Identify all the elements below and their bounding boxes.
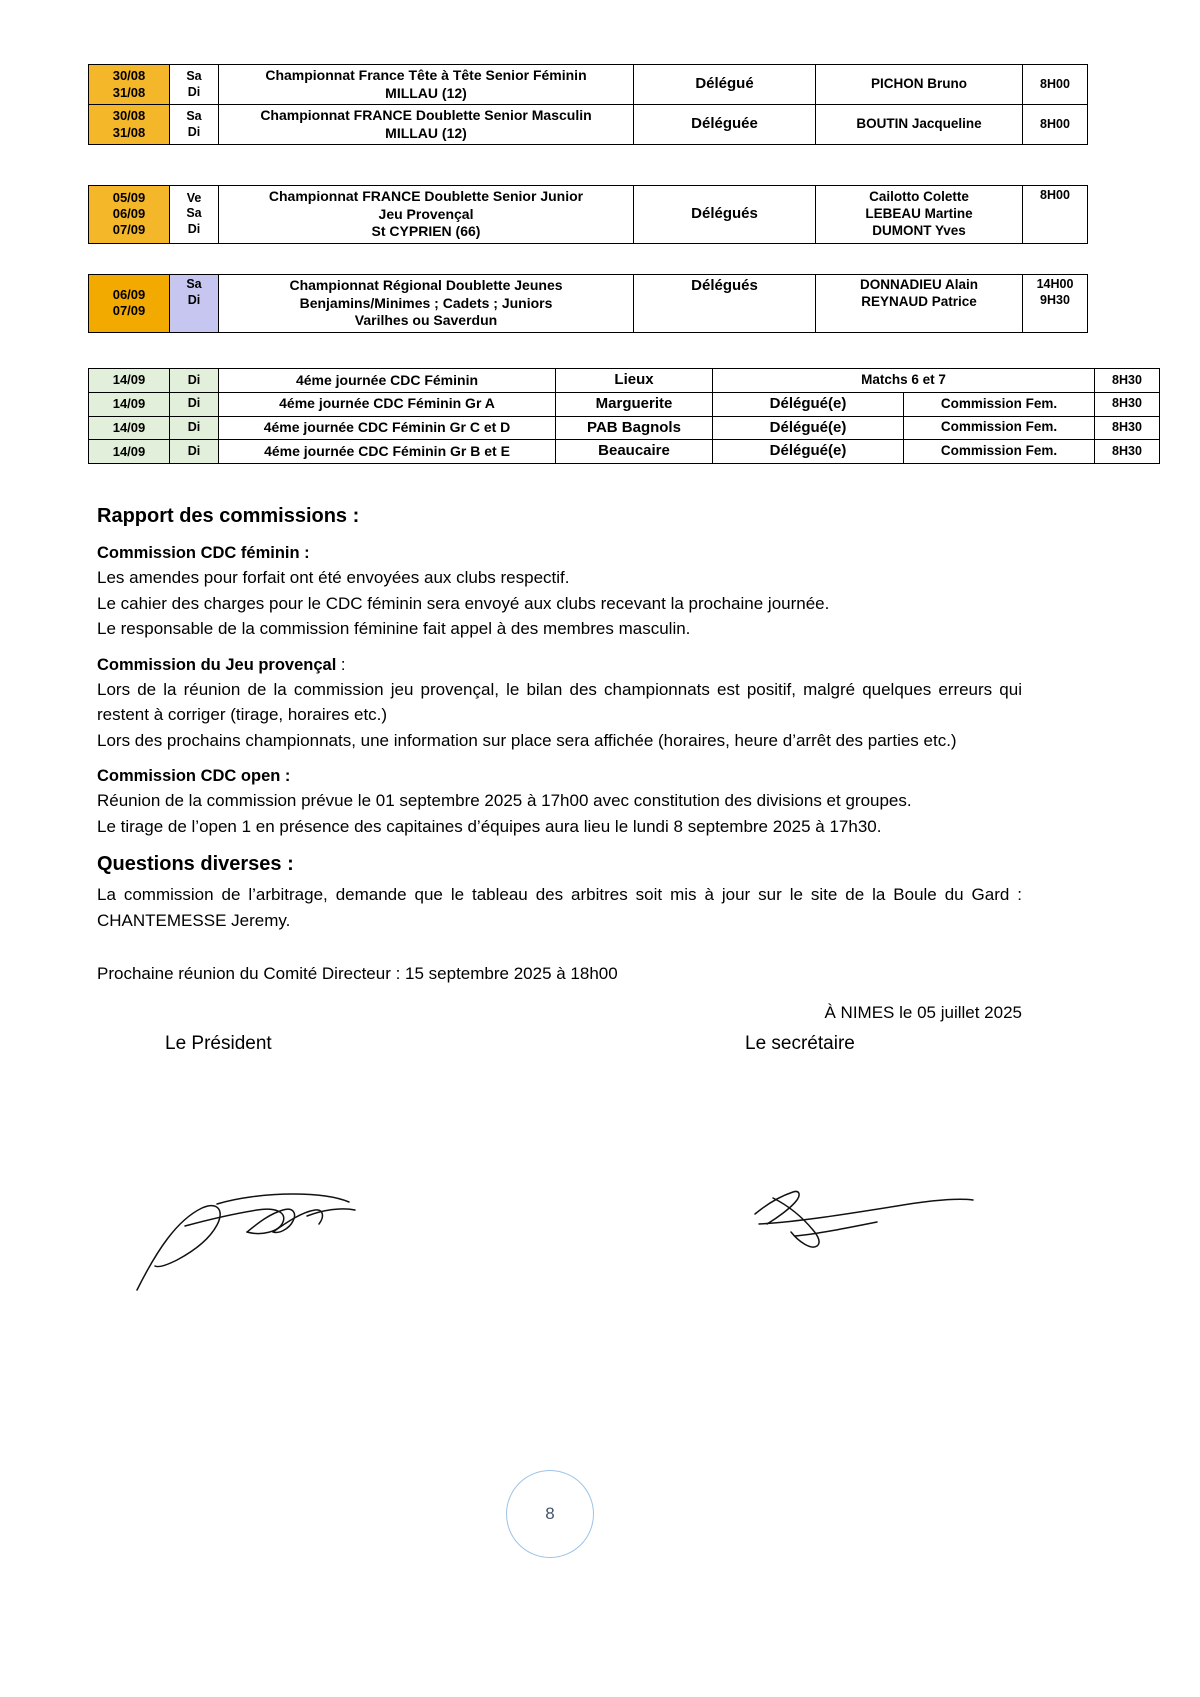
cell-time: 8H30 [1095, 369, 1160, 393]
table-row [89, 186, 1088, 244]
section-heading-rapport: Rapport des commissions : [97, 505, 360, 527]
place-date: À NIMES le 05 juillet 2025 [824, 1002, 1022, 1022]
cell-delegates [816, 275, 1023, 333]
table-row [89, 416, 1160, 440]
cell-role: Délégué(e) [713, 392, 904, 416]
subheading-suffix: : [336, 655, 346, 674]
title-line: St CYPRIEN (66) [371, 223, 481, 239]
cell-delegates [816, 186, 1023, 244]
cell-place: Marguerite [556, 392, 713, 416]
title-line: Championnat FRANCE Doublette Senior Masculin [260, 107, 592, 123]
title-line: MILLAU (12) [385, 84, 467, 101]
paragraph: Le cahier des charges pour le CDC féminin sera envoyé aux clubs recevant la prochaine journée. [97, 593, 830, 613]
cell-days [170, 275, 219, 333]
paragraph: Les amendes pour forfait ont été envoyées aux clubs respectif. [97, 568, 570, 587]
cell-role: Délégués [634, 275, 816, 333]
title-line: Championnat FRANCE Doublette Senior Junior [268, 188, 584, 204]
title-line: MILLAU (12) [385, 124, 467, 141]
cell-title [219, 65, 634, 105]
page-number: 8 [506, 1470, 594, 1558]
delegate-line: LEBEAU Martine [865, 205, 973, 221]
day-line: Sa [186, 277, 202, 291]
table-row [89, 369, 1160, 393]
title-line: Championnat Régional Doublette Jeunes [289, 277, 563, 293]
paragraph: La commission de l’arbitrage, demande que le tableau des arbitres soit mis à jour sur le site de la Boule du Gard : CHANTEMESSE Jeremy. [97, 885, 1022, 930]
report-body [97, 505, 1022, 1063]
cell-place: Beaucaire [556, 440, 713, 464]
subheading-text: Commission du Jeu provençal [97, 655, 337, 674]
delegate-line: REYNAUD Patrice [861, 293, 977, 309]
cell-dates [89, 186, 170, 244]
paragraph: Le responsable de la commission féminine fait appel à des membres masculin. [97, 619, 691, 638]
cell-days [170, 105, 219, 145]
table-regional-championship-youth [88, 274, 1088, 333]
day-line: Ve [186, 190, 202, 205]
cell-dates [89, 275, 170, 333]
cell-dates [89, 65, 170, 105]
cell-role: Déléguée [634, 105, 816, 145]
cell-title: 4éme journée CDC Féminin [219, 369, 556, 393]
signatures-area [97, 1180, 1097, 1300]
cell-delegate: BOUTIN Jacqueline [816, 105, 1023, 145]
table-row [89, 440, 1160, 464]
cell-role: Délégué(e) [713, 440, 904, 464]
cell-commission: Commission Fem. [904, 440, 1095, 464]
date-line: 06/09 [112, 206, 146, 222]
cell-time: 8H30 [1095, 440, 1160, 464]
cell-role: Délégué [634, 65, 816, 105]
cell-day: Di [170, 392, 219, 416]
delegate-line: Cailotto Colette [869, 188, 969, 204]
title-line: Benjamins/Minimes ; Cadets ; Juniors [299, 294, 553, 311]
day-line: Di [187, 84, 201, 99]
cell-delegate: PICHON Bruno [816, 65, 1023, 105]
cell-time: 8H00 [1023, 186, 1088, 244]
title-line: Varilhes ou Saverdun [354, 312, 498, 328]
signature-row [97, 1003, 1022, 1063]
cell-date: 14/09 [89, 416, 170, 440]
table-national-championships-august [88, 64, 1088, 145]
section-heading-questions: Questions diverses : [97, 853, 294, 875]
paragraph: Lors de la réunion de la commission jeu provençal, le bilan des championnats est positif, malgré quelques erreurs qui restent à corriger (tirage, horaires etc.) [97, 679, 1022, 724]
date-line: 31/08 [112, 124, 146, 140]
title-line: Jeu Provençal [378, 205, 474, 222]
date-line: 31/08 [112, 84, 146, 100]
cell-role: Délégué(e) [713, 416, 904, 440]
cell-commission: Commission Fem. [904, 392, 1095, 416]
cell-place: PAB Bagnols [556, 416, 713, 440]
table-row [89, 392, 1160, 416]
secretary-label: Le secrétaire [745, 1032, 855, 1054]
next-meeting-text: Prochaine réunion du Comité Directeur : 15 septembre 2025 à 18h00 [97, 964, 618, 983]
cell-times [1023, 275, 1088, 333]
date-line: 06/09 [112, 287, 146, 302]
paragraph: Le tirage de l’open 1 en présence des capitaines d’équipes aura lieu le lundi 8 septembre 2025 à 17h30. [97, 816, 882, 836]
cell-day: Di [170, 416, 219, 440]
cell-title [219, 186, 634, 244]
cell-time: 8H00 [1023, 65, 1088, 105]
cell-title: 4éme journée CDC Féminin Gr A [219, 392, 556, 416]
cell-days [170, 186, 219, 244]
day-line: Sa [186, 108, 202, 123]
date-line: 07/09 [112, 222, 146, 238]
cell-title [219, 105, 634, 145]
table-row [89, 65, 1088, 105]
cell-role: Délégués [634, 186, 816, 244]
secretary-signature [737, 1180, 1037, 1290]
cell-matches: Matchs 6 et 7 [713, 369, 1095, 393]
day-line: Di [187, 292, 201, 307]
cell-title: 4éme journée CDC Féminin Gr B et E [219, 440, 556, 464]
cell-date: 14/09 [89, 369, 170, 393]
title-line: Championnat France Tête à Tête Senior Féminin [265, 67, 587, 83]
subheading-commission-jeu-provencal [97, 656, 1022, 675]
cell-title: 4éme journée CDC Féminin Gr C et D [219, 416, 556, 440]
day-line: Di [187, 222, 201, 237]
paragraph: Lors des prochains championnats, une information sur place sera affichée (horaires, heure d’arrêt des parties etc.) [97, 730, 957, 750]
cell-place-header: Lieux [556, 369, 713, 393]
subheading-commission-cdc-open: Commission CDC open : [97, 767, 291, 785]
date-line: 05/09 [112, 189, 146, 205]
table-cdc-feminin-schedule [88, 368, 1160, 464]
president-label: Le Président [165, 1032, 272, 1054]
cell-commission: Commission Fem. [904, 416, 1095, 440]
time-line: 9H30 [1040, 292, 1070, 307]
day-line: Sa [186, 206, 202, 221]
subheading-commission-cdc-feminin: Commission CDC féminin : [97, 544, 310, 562]
cell-date: 14/09 [89, 392, 170, 416]
delegate-line: DONNADIEU Alain [859, 277, 978, 292]
cell-time: 8H30 [1095, 392, 1160, 416]
cell-day: Di [170, 440, 219, 464]
date-line: 30/08 [112, 108, 146, 124]
cell-dates [89, 105, 170, 145]
day-line: Di [187, 124, 201, 139]
cell-day: Di [170, 369, 219, 393]
date-line: 30/08 [112, 68, 146, 84]
delegate-line: DUMONT Yves [872, 222, 966, 238]
cell-time: 8H00 [1023, 105, 1088, 145]
cell-date: 14/09 [89, 440, 170, 464]
date-line: 07/09 [112, 303, 146, 319]
table-row [89, 275, 1088, 333]
paragraph: Réunion de la commission prévue le 01 septembre 2025 à 17h00 avec constitution des divisions et groupes. [97, 791, 912, 810]
table-national-championship-september [88, 185, 1088, 244]
day-line: Sa [186, 68, 202, 83]
time-line: 14H00 [1036, 277, 1074, 291]
cell-days [170, 65, 219, 105]
table-row [89, 105, 1088, 145]
cell-time: 8H30 [1095, 416, 1160, 440]
cell-title [219, 275, 634, 333]
